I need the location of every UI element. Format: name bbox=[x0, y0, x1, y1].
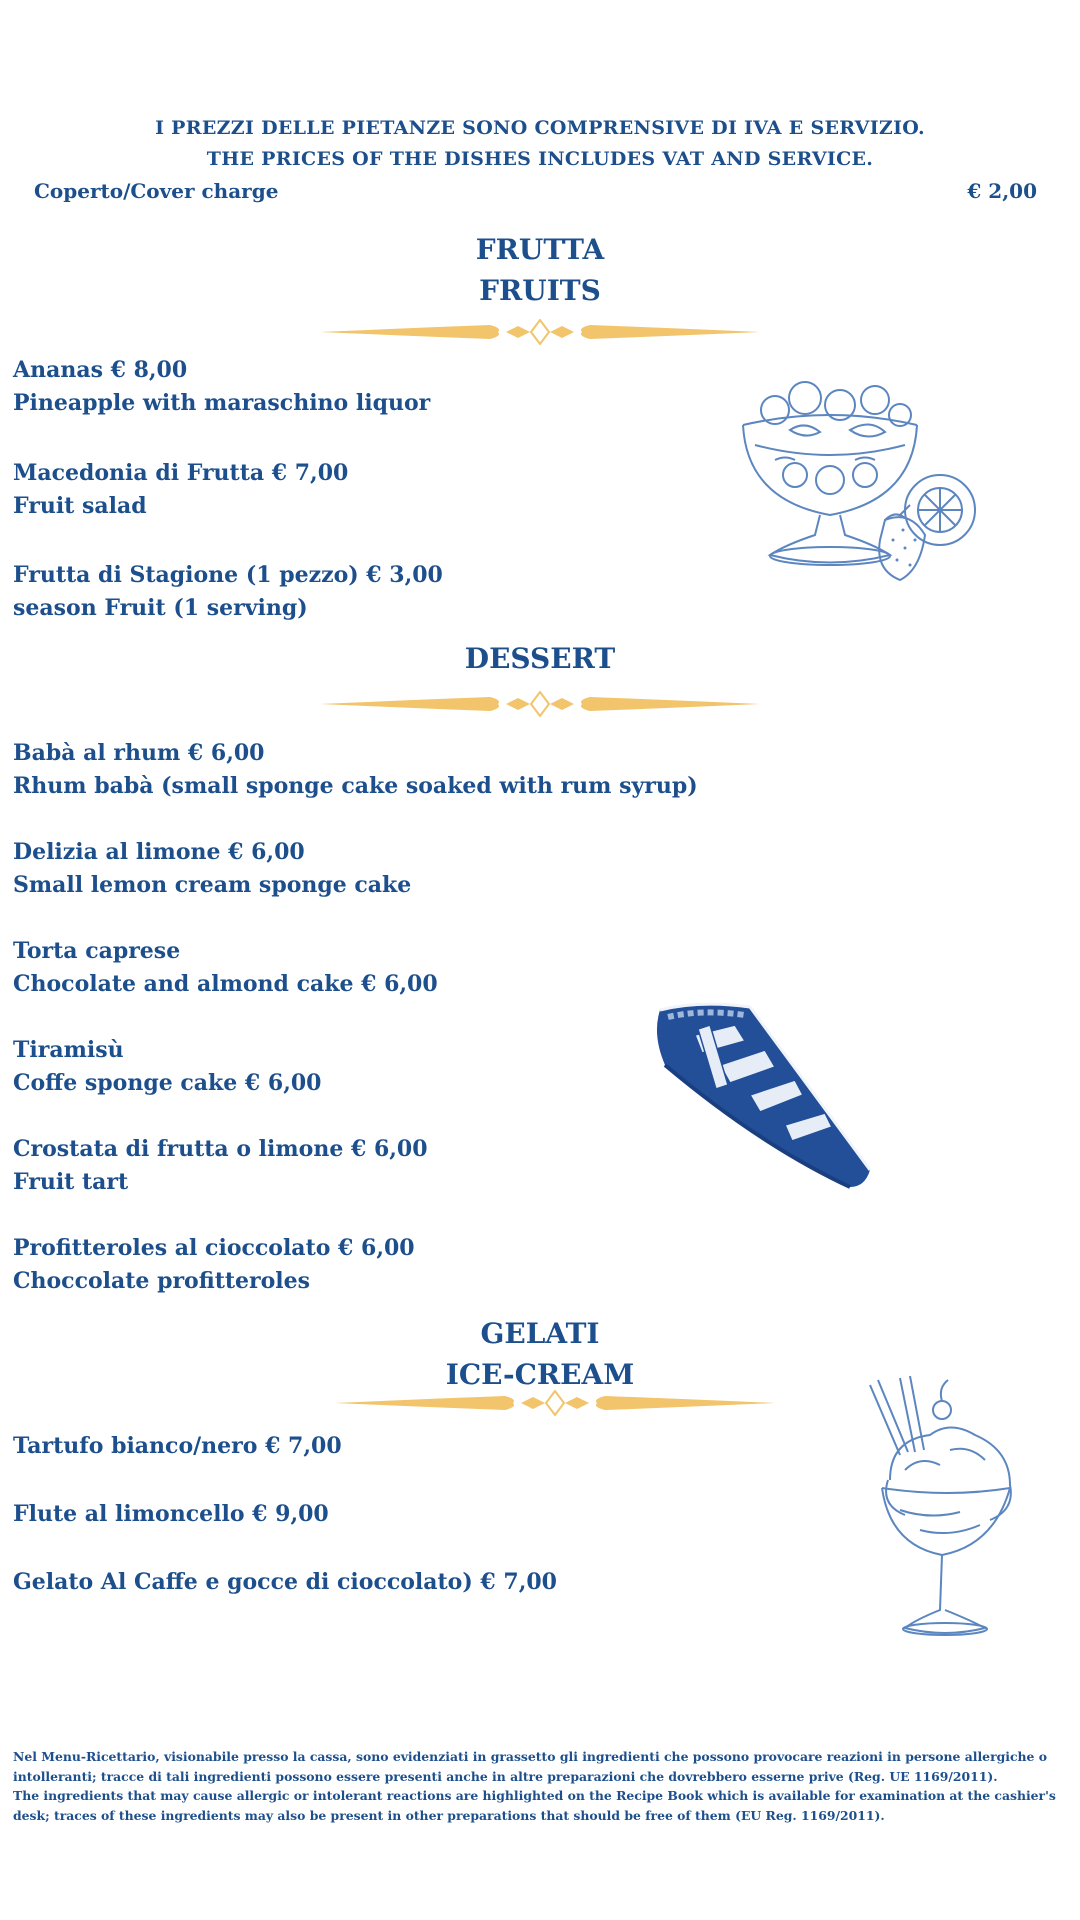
menu-item-fruit-salad bbox=[13, 457, 348, 523]
item-name: Profitteroles al cioccolato € 6,00 bbox=[13, 1235, 415, 1261]
gelati-title-italian: GELATI bbox=[480, 1317, 600, 1350]
menu-item-tiramisu bbox=[13, 1034, 321, 1100]
item-name: Gelato Al Caffe e gocce di cioccolato) € 7,00 bbox=[13, 1569, 557, 1595]
dessert-title: DESSERT bbox=[464, 642, 616, 675]
menu-item-profitteroles bbox=[13, 1232, 415, 1298]
menu-item-delizia bbox=[13, 836, 411, 902]
item-description: Fruit tart bbox=[13, 1169, 129, 1195]
cover-charge-label: Coperto/Cover charge bbox=[34, 179, 279, 203]
item-name: Delizia al limone € 6,00 bbox=[13, 839, 305, 865]
item-description: Pineapple with maraschino liquor bbox=[13, 390, 431, 416]
ornamental-divider bbox=[320, 319, 760, 345]
item-name: Flute al limoncello € 9,00 bbox=[13, 1501, 329, 1527]
item-description: Choccolate profitteroles bbox=[13, 1268, 311, 1294]
ornamental-divider bbox=[335, 1390, 775, 1416]
menu-item-gelato-caffe bbox=[13, 1566, 557, 1599]
ornamental-divider bbox=[320, 691, 760, 717]
item-name: Ananas € 8,00 bbox=[13, 357, 188, 383]
item-description: Fruit salad bbox=[13, 493, 147, 519]
prices-notice-english: THE PRICES OF THE DISHES INCLUDES VAT AND SERVICE. bbox=[206, 148, 874, 170]
item-name: Tartufo bianco/nero € 7,00 bbox=[13, 1433, 342, 1459]
menu-item-pineapple bbox=[13, 354, 430, 420]
item-description: Coffe sponge cake € 6,00 bbox=[13, 1070, 322, 1096]
item-name: Babà al rhum € 6,00 bbox=[13, 740, 265, 766]
item-name: Torta caprese bbox=[13, 938, 181, 964]
fruits-title-italian: FRUTTA bbox=[475, 233, 605, 266]
item-description: Chocolate and almond cake € 6,00 bbox=[13, 971, 438, 997]
tart-slice-icon bbox=[640, 995, 880, 1195]
menu-item-season-fruit bbox=[13, 559, 443, 625]
ice-cream-cup-icon bbox=[860, 1370, 1020, 1650]
fruits-title-english: FRUITS bbox=[479, 274, 601, 307]
item-name: Frutta di Stagione (1 pezzo) € 3,00 bbox=[13, 562, 443, 588]
fruit-bowl-icon bbox=[735, 370, 1005, 595]
menu-item-crostata bbox=[13, 1133, 428, 1199]
gelati-title-english: ICE-CREAM bbox=[445, 1358, 635, 1391]
item-name: Tiramisù bbox=[13, 1037, 124, 1063]
prices-notice-italian: I PREZZI DELLE PIETANZE SONO COMPRENSIVE DI IVA E SERVIZIO. bbox=[155, 117, 925, 139]
menu-item-flute-limoncello bbox=[13, 1498, 329, 1531]
item-description: Rhum babà (small sponge cake soaked with rum syrup) bbox=[13, 773, 698, 799]
allergen-note-english: The ingredients that may cause allergic or intolerant reactions are highlighted on the Recipe Book which is available for examination at the cashier's desk; traces of these ingredients may also be present in other preparations that should be free of them (EU Reg. 1169/2011). bbox=[13, 1788, 1056, 1823]
allergen-note-italian: Nel Menu-Ricettario, visionabile presso la cassa, sono evidenziati in grassetto gli ingredienti che possono provocare reazioni in persone allergiche o intolleranti; tracce di tali ingredienti possono essere presenti anche in altre preparazioni che dovrebbero esserne prive (Reg. UE 1169/2011). bbox=[13, 1749, 1047, 1784]
item-name: Crostata di frutta o limone € 6,00 bbox=[13, 1136, 428, 1162]
menu-item-torta-caprese bbox=[13, 935, 438, 1001]
item-description: Small lemon cream sponge cake bbox=[13, 872, 412, 898]
item-name: Macedonia di Frutta € 7,00 bbox=[13, 460, 349, 486]
item-description: season Fruit (1 serving) bbox=[13, 595, 308, 621]
menu-item-baba bbox=[13, 737, 698, 803]
menu-item-tartufo bbox=[13, 1430, 342, 1463]
cover-charge-price: € 2,00 bbox=[967, 179, 1037, 203]
